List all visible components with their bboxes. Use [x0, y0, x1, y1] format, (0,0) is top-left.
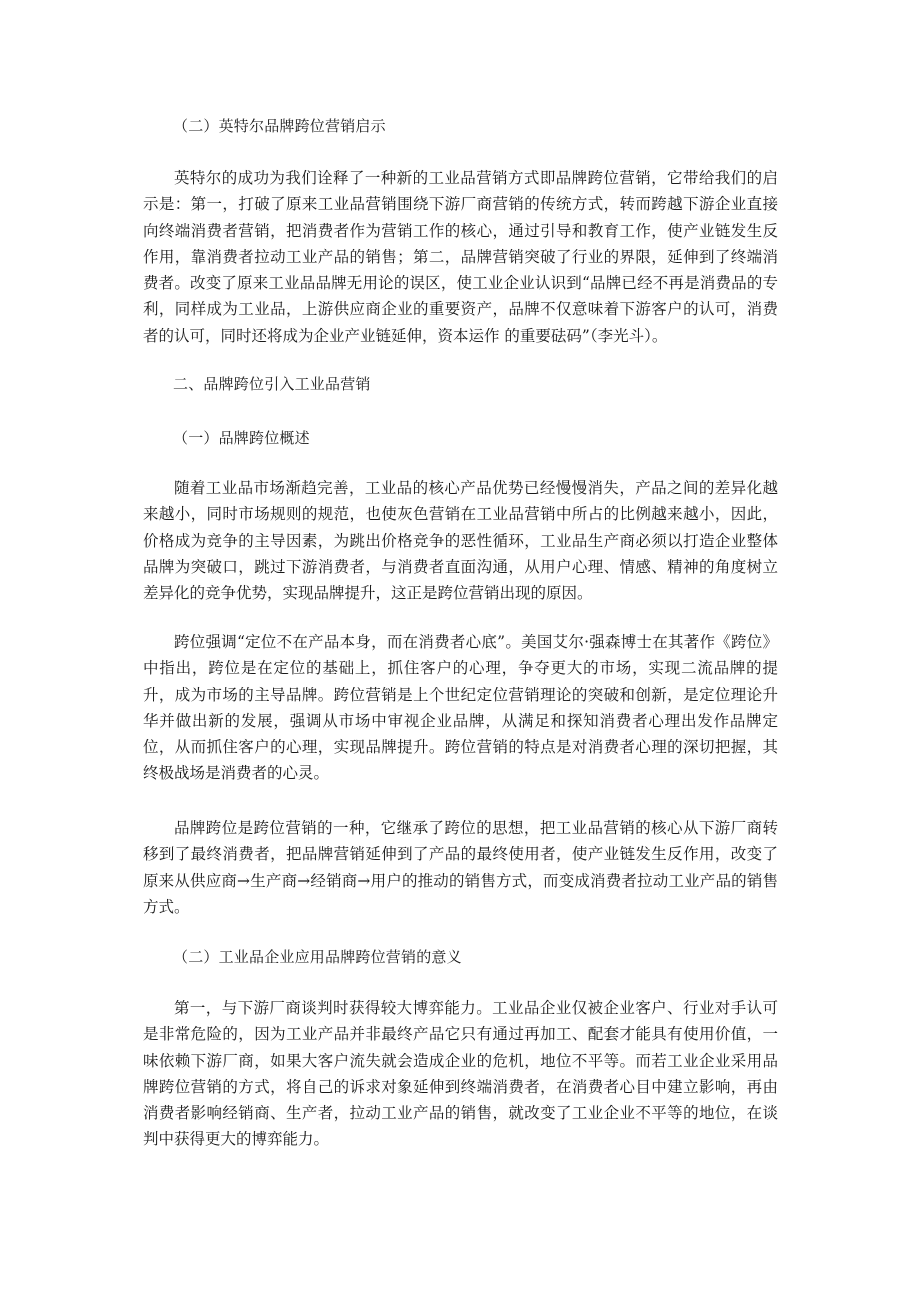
section-heading-intel-insights: （二）英特尔品牌跨位营销启示: [173, 117, 386, 135]
section-heading-significance: （二）工业品企业应用品牌跨位营销的意义: [173, 948, 462, 966]
paragraph-intel-insights: 英特尔的成功为我们诠释了一种新的工业品营销方式即品牌跨位营销，它带给我们的启示是：第一，打破了原来工业品营销围绕下游厂商营销的传统方式，转而跨越下游企业直接向终端消费者营销，把消费者作为营销工作的核心，通过引导和教育工作，使产业链发生反作用，靠消费者拉动工业产品的销售；第二，品牌营销突破了行业的界限，延伸到了终端消费者。改变了原来工业品品牌无用论的误区，使工业企业认识到“品牌已经不再是消费品的专利，同样成为工业品，上游供应商企业的重要资产，品牌不仅意味着下游客户的认可，消费者的认可，同时还将成为企业产业链延伸，资本运作 的重要砝码”（李光斗）。: [143, 169, 778, 345]
section-heading-overview: （一）品牌跨位概述: [173, 429, 310, 447]
paragraph-brand-crossover: 品牌跨位是跨位营销的一种，它继承了跨位的思想，把工业品营销的核心从下游厂商转移到了最终消费者，把品牌营销延伸到了产品的最终使用者，使产业链发生反作用，改变了原来从供应商→生产商→经销商→用户的推动的销售方式，而变成消费者拉动工业产品的销售方式。: [143, 819, 778, 916]
paragraph-crossover-definition: 跨位强调“定位不在产品本身，而在消费者心底”。美国艾尔·强森博士在其著作《跨位》中指出，跨位是在定位的基础上，抓住客户的心理，争夺更大的市场，实现二流品牌的提升，成为市场的主导品牌。跨位营销是上个世纪定位营销理论的突破和创新，是定位理论升华并做出新的发展，强调从市场中审视企业品牌，从满足和探知消费者心理出发作品牌定位，从而抓住客户的心理，实现品牌提升。跨位营销的特点是对消费者心理的深切把握，其终极战场是消费者的心灵。: [143, 633, 778, 783]
paragraph-market-background: 随着工业品市场渐趋完善，工业品的核心产品优势已经慢慢消失，产品之间的差异化越来越小，同时市场规则的规范，也使灰色营销在工业品营销中所占的比例越来越小，因此，价格成为竞争的主导因素，为跳出价格竞争的恶性循环，工业品生产商必须以打造企业整体品牌为突破口，跳过下游消费者，与消费者直面沟通，从用户心理、情感、精神的角度树立差异化的竞争优势，实现品牌提升，这正是跨位营销出现的原因。: [143, 479, 778, 603]
chapter-heading-brand-crossover: 二、品牌跨位引入工业品营销: [173, 375, 371, 393]
paragraph-bargaining-power: 第一，与下游厂商谈判时获得较大博弈能力。工业品企业仅被企业客户、行业对手认可是非常危险的，因为工业产品并非最终产品它只有通过再加工、配套才能具有使用价值，一味依赖下游厂商，如果大客户流失就会造成企业的危机，地位不平等。而若工业企业采用品牌跨位营销的方式，将自己的诉求对象延伸到终端消费者，在消费者心目中建立影响，再由消费者影响经销商、生产者，拉动工业产品的销售，就改变了工业企业不平等的地位，在谈判中获得更大的博弈能力。: [143, 999, 778, 1149]
